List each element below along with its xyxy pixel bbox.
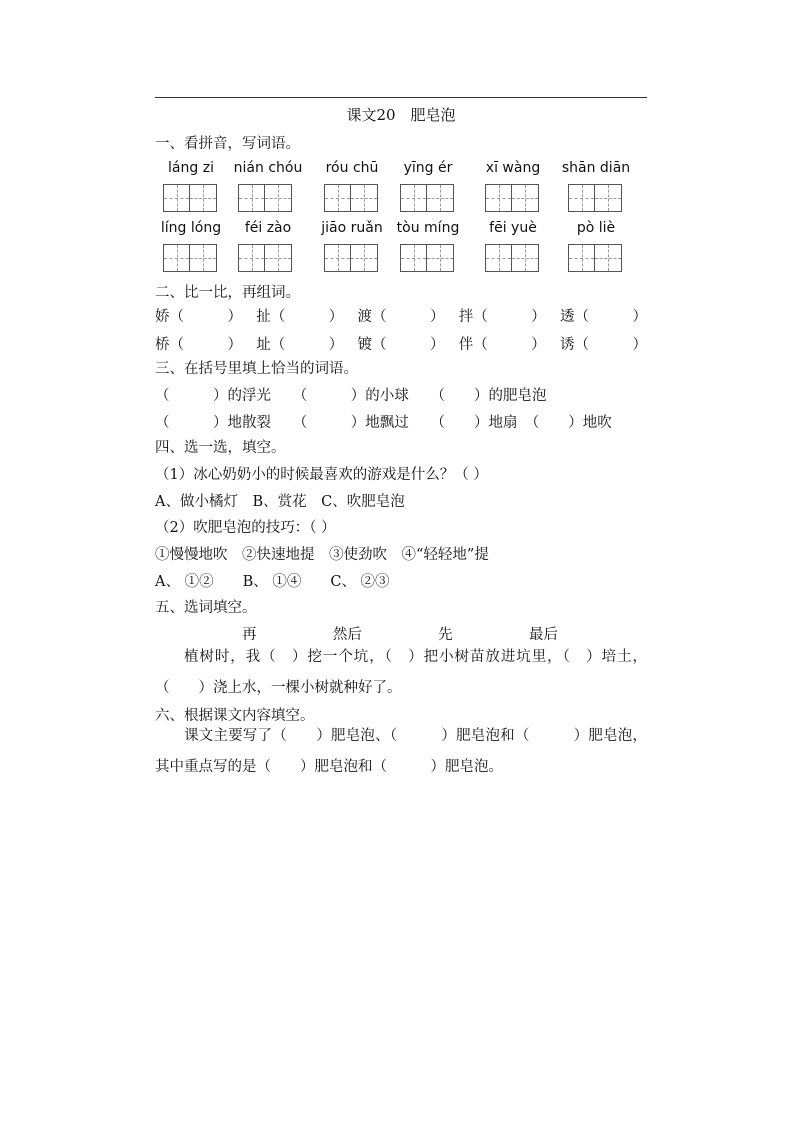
pinyin-2: nián chóu [233,160,303,176]
writing-grid-1[interactable] [163,184,217,212]
compare-item: 扯（ ） [256,309,344,325]
writing-grid-8[interactable] [238,244,292,272]
section4-heading: 四、选一选，填空。 [155,440,286,456]
question-2-options: A、 ①② B、 ①④ C、 ②③ [155,574,390,590]
page-title: 课文20 肥皂泡 [346,106,456,124]
compare-item: 拌（ ） [458,309,546,325]
compare-item: 渡（ ） [357,309,445,325]
compare-item: 址（ ） [256,337,344,353]
pinyin-8: féi zào [244,220,292,236]
word-bank [242,623,558,644]
compare-item: 伴（ ） [458,337,546,353]
pinyin-9: jiāo ruǎn [321,220,383,236]
pinyin-3: róu chū [325,160,379,176]
compare-item: 透（ ） [560,309,647,325]
compare-row-2 [155,333,647,354]
writing-grid-9[interactable] [324,244,378,272]
fill-paragraph-2: 课文主要写了（ ）肥皂泡、（ ）肥皂泡和（ ）肥皂泡，其中重点写的是（ ）肥皂泡和（ ）肥皂泡。 [155,728,647,775]
fill-line-2: （ ）地散裂 （ ）地飘过 （ ）地扇 （ ）地吹 [155,415,612,431]
word-option: 最后 [528,627,558,643]
pinyin-5: xī wàng [485,160,541,176]
question-1: （1）冰心奶奶小的时候最喜欢的游戏是什么？（ ） [155,467,488,483]
section5-heading: 五、选词填空。 [155,600,257,616]
section2-heading: 二、比一比，再组词。 [155,285,300,301]
word-option: 再 [242,627,257,643]
writing-grid-3[interactable] [324,184,378,212]
question-1-options: A、做小橘灯 B、赏花 C、吹肥皂泡 [155,494,405,510]
word-option: 然后 [332,627,362,643]
pinyin-7: líng lóng [160,220,222,236]
word-option: 先 [438,627,453,643]
compare-item: 镀（ ） [357,337,445,353]
writing-grid-11[interactable] [485,244,539,272]
question-2: （2）吹肥皂泡的技巧：（ ） [155,520,336,536]
writing-grid-12[interactable] [568,244,622,272]
pinyin-11: fēi yuè [489,220,537,236]
compare-item: 娇（ ） [155,309,242,325]
writing-grid-10[interactable] [400,244,454,272]
pinyin-10: tòu míng [396,220,460,236]
compare-item: 诱（ ） [560,337,647,353]
header-rule [155,97,647,98]
writing-grid-5[interactable] [485,184,539,212]
section3-heading: 三、在括号里填上恰当的词语。 [155,361,358,377]
pinyin-6: shān diān [561,160,631,176]
pinyin-1: láng zi [168,160,214,176]
question-2-items: ①慢慢地吹 ②快速地提 ③使劲吹 ④“轻轻地”提 [155,547,489,563]
compare-item: 桥（ ） [155,337,242,353]
writing-grid-6[interactable] [568,184,622,212]
writing-grid-4[interactable] [400,184,454,212]
writing-grid-2[interactable] [238,184,292,212]
pinyin-4: yīng ér [403,160,453,176]
compare-row-1 [155,305,647,326]
fill-line-1: （ ）的浮光 （ ）的小球 （ ）的肥皂泡 [155,388,547,404]
section6-heading: 六、根据课文内容填空。 [155,708,315,724]
fill-paragraph-1: 植树时，我（ ）挖一个坑，（ ）把小树苗放进坑里，（ ）培土，（ ）浇上水，一棵小树就种好了。 [155,649,647,696]
section1-heading: 一、看拼音，写词语。 [155,136,300,152]
writing-grid-7[interactable] [163,244,217,272]
pinyin-12: pò liè [576,220,616,236]
